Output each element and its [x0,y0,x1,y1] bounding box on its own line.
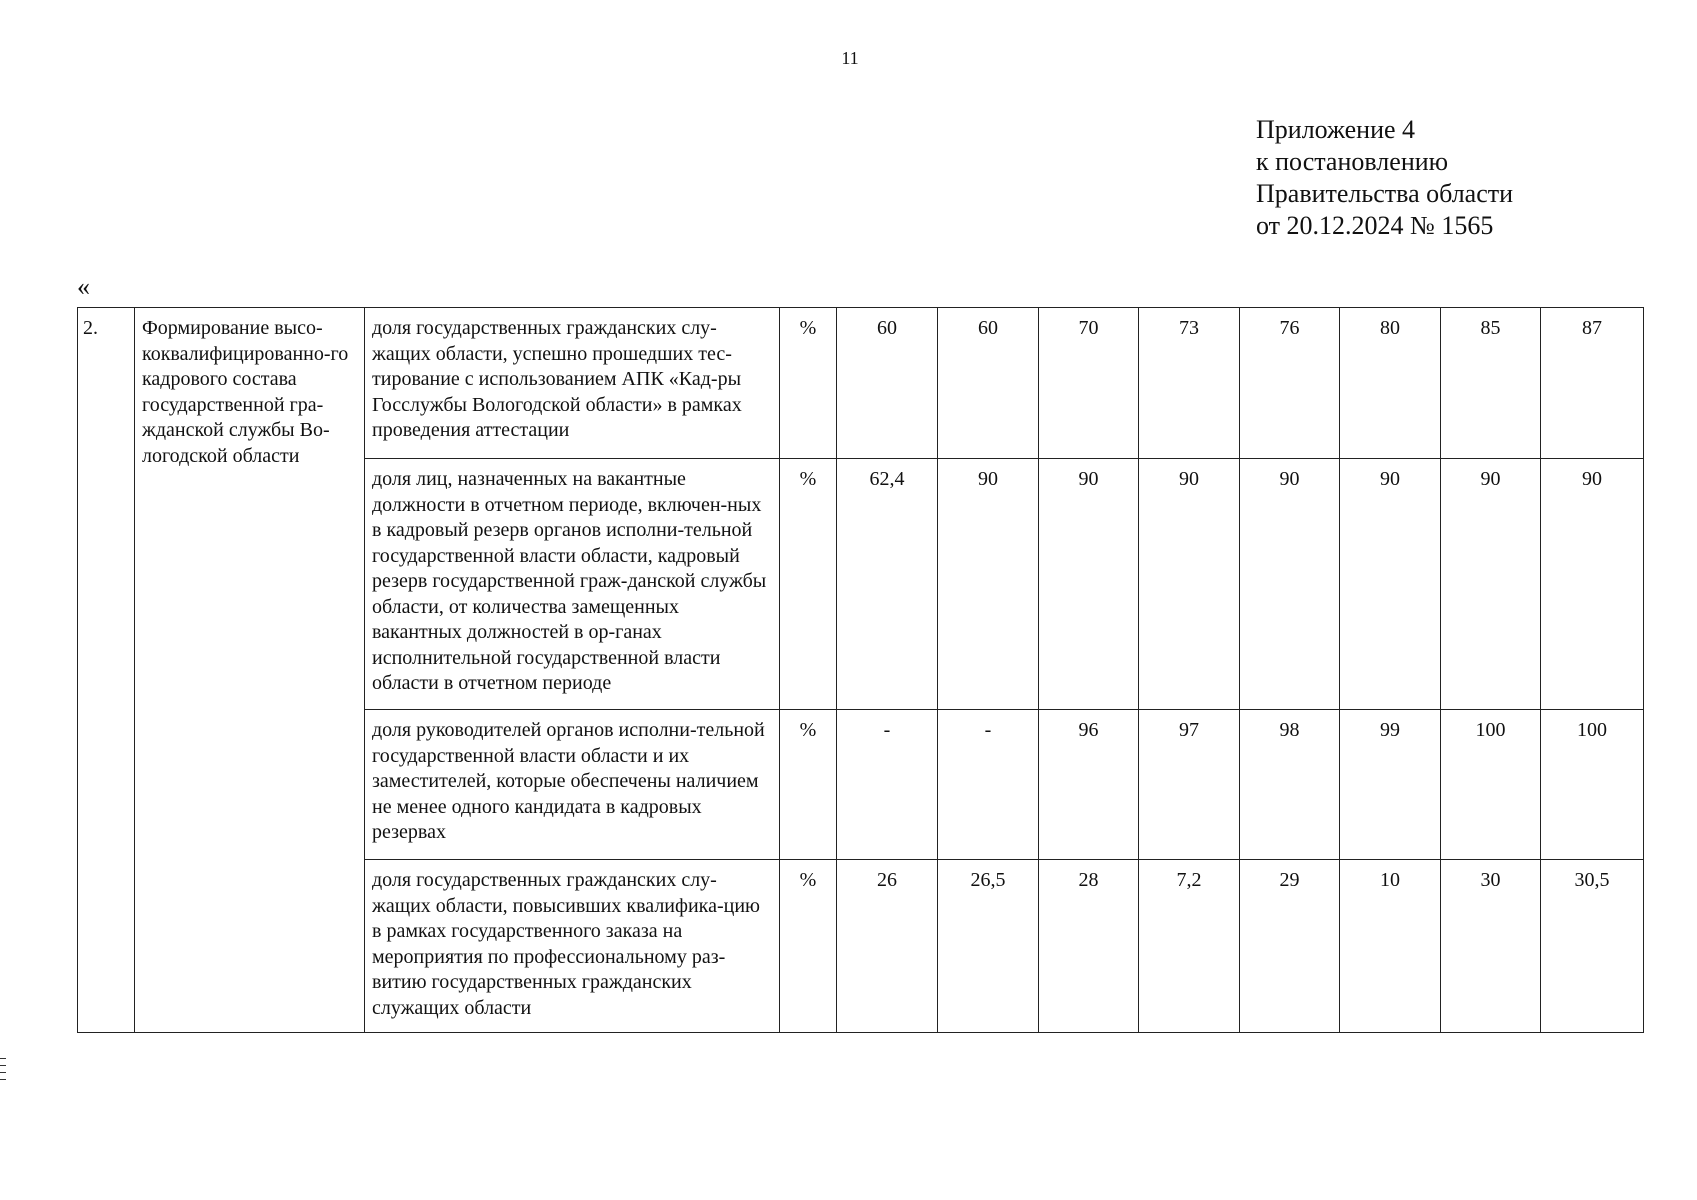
indicator-cell: доля государственных гражданских слу-жащих области, успешно прошедших тес-тирование с использованием АПК «Кад-ры Госслужбы Вологодской области» в рамках проведения аттестации [365,308,780,459]
value-cell: 76 [1240,308,1340,459]
edge-mark [0,1072,6,1073]
value-cell: 60 [837,308,938,459]
unit-cell: % [780,308,837,459]
value-cell: 29 [1240,860,1340,1033]
value-cell: 100 [1541,710,1644,860]
edge-mark [0,1058,6,1059]
value-cell: 70 [1039,308,1139,459]
value-cell: 90 [938,459,1039,710]
edge-mark [0,1065,6,1066]
value-cell: 26,5 [938,860,1039,1033]
value-cell: 30 [1441,860,1541,1033]
value-cell: 85 [1441,308,1541,459]
goal-cell: Формирование высо-коквалифицированно-го кадрового состава государственной гра-жданской службы Во-логодской области [135,308,365,1033]
appendix-line: к постановлению [1256,147,1449,176]
table-row [78,308,1644,459]
scan-edge-marks [0,1058,6,1086]
value-cell: 96 [1039,710,1139,860]
unit-cell: % [780,860,837,1033]
appendix-line: от 20.12.2024 № 1565 [1256,211,1494,240]
value-cell: 28 [1039,860,1139,1033]
indicator-cell: доля государственных гражданских слу-жащих области, повысивших квалифика-цию в рамках государственного заказа на мероприятия по профессиональному раз-витию государственных гражданских служащих области [365,860,780,1033]
value-cell: 80 [1340,308,1441,459]
value-cell: 90 [1039,459,1139,710]
edge-mark [0,1079,6,1080]
appendix-line: Приложение 4 [1256,115,1416,144]
appendix-header [1256,114,1513,242]
indicator-cell: доля лиц, назначенных на вакантные должности в отчетном периоде, включен-ных в кадровый резерв органов исполни-тельной государственной власти области, кадровый резерв государственной граж-данской службы области, от количества замещенных вакантных должностей в ор-ганах исполнительной государственной власти области в отчетном периоде [365,459,780,710]
value-cell: 90 [1340,459,1441,710]
unit-cell: % [780,459,837,710]
value-cell: 73 [1139,308,1240,459]
value-cell: 90 [1541,459,1644,710]
value-cell: 26 [837,860,938,1033]
page-number: 11 [841,48,859,68]
indicator-cell: доля руководителей органов исполни-тельной государственной власти области и их заместителей, которые обеспечены наличием не менее одного кандидата в кадровых резервах [365,710,780,860]
value-cell: 90 [1441,459,1541,710]
value-cell: - [938,710,1039,860]
opening-quote-mark: « [77,272,90,301]
value-cell: - [837,710,938,860]
value-cell: 30,5 [1541,860,1644,1033]
indicators-table [77,307,1644,1033]
value-cell: 7,2 [1139,860,1240,1033]
value-cell: 60 [938,308,1039,459]
value-cell: 62,4 [837,459,938,710]
value-cell: 10 [1340,860,1441,1033]
value-cell: 98 [1240,710,1340,860]
value-cell: 99 [1340,710,1441,860]
value-cell: 100 [1441,710,1541,860]
appendix-line: Правительства области [1256,179,1514,208]
value-cell: 90 [1139,459,1240,710]
value-cell: 90 [1240,459,1340,710]
value-cell: 97 [1139,710,1240,860]
unit-cell: % [780,710,837,860]
row-number: 2. [78,308,135,1033]
value-cell: 87 [1541,308,1644,459]
